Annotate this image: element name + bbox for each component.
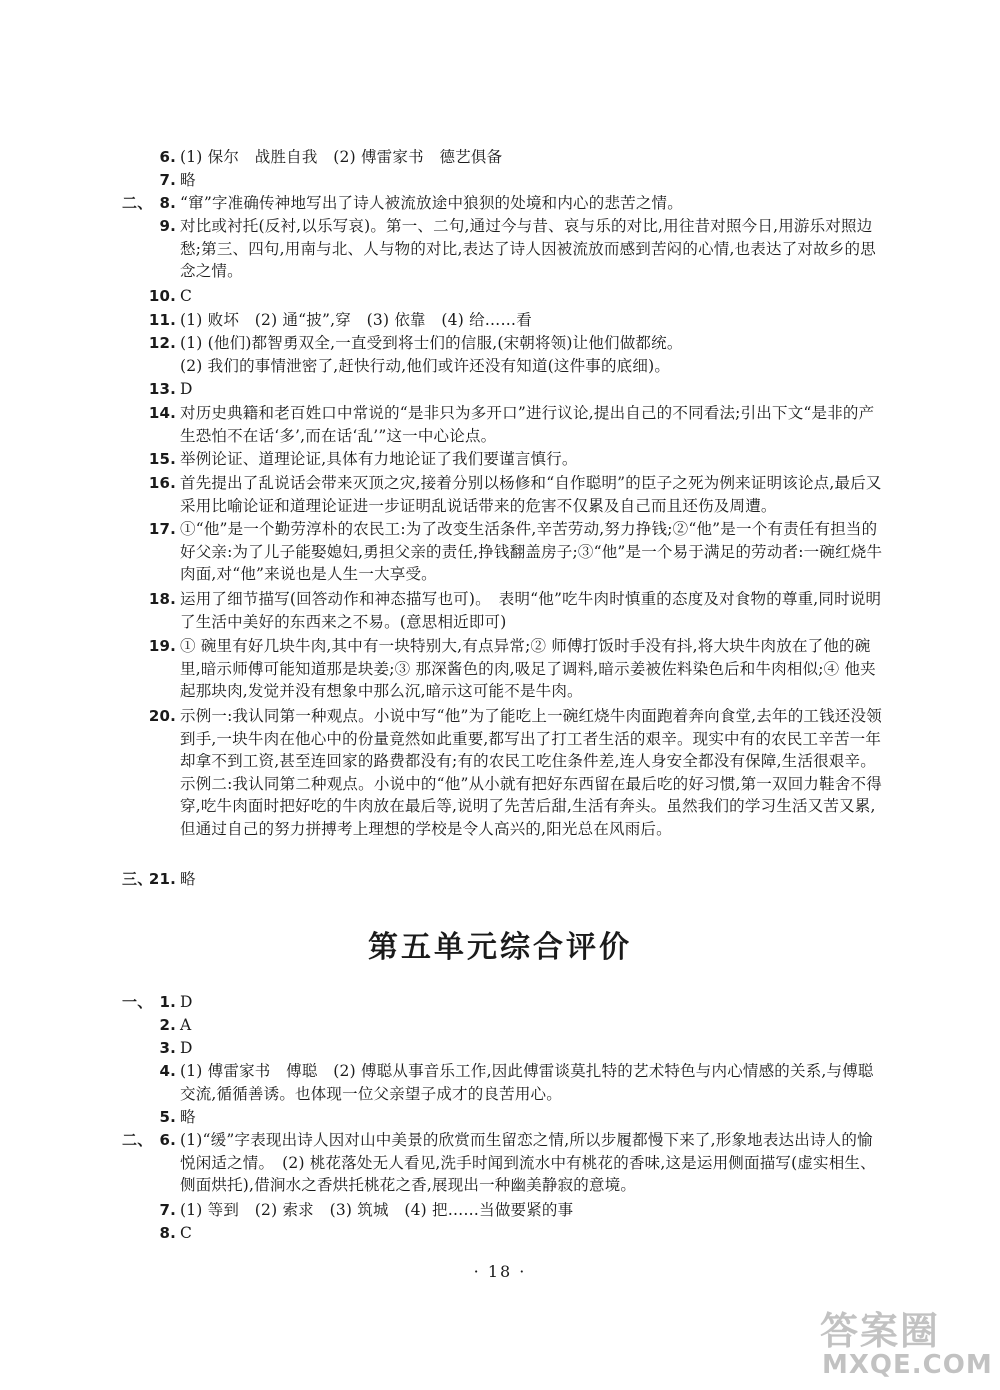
answer-item <box>159 215 886 283</box>
answer-item <box>159 146 886 169</box>
answer-item <box>148 448 886 471</box>
answer-text: (1) 败坏 (2) 通“披”,穿 (3) 依靠 (4) 给……看 <box>180 311 532 329</box>
answer-text: (1) 傅雷家书 傅聪 (2) 傅聪从事音乐工作,因此傅雷谈莫扎特的艺术特色与内心情感的关系,与傅聪交流,循循善诱。也体现一位父亲望子成才的良苦用心。 <box>180 1062 874 1103</box>
answer-text: (1) 等到 (2) 索求 (3) 筑城 (4) 把……当做要紧的事 <box>180 1201 574 1219</box>
item-number: 16. <box>148 474 176 492</box>
item-number: 15. <box>148 450 176 468</box>
answer-item <box>122 192 886 215</box>
answer-item <box>159 1106 886 1129</box>
answer-item <box>148 472 886 517</box>
answer-item <box>122 1129 886 1197</box>
answer-item <box>159 1222 886 1245</box>
answer-text: 对历史典籍和老百姓口中常说的“是非只为多开口”进行议论,提出自己的不同看法;引出下文“是非的产生恐怕不在话‘多’,而在话‘乱’”这一中心论点。 <box>180 404 875 445</box>
answer-item <box>148 309 886 332</box>
watermark-logo <box>812 1300 992 1384</box>
answer-item <box>148 705 886 840</box>
answer-item <box>148 332 886 355</box>
item-number: 11. <box>148 311 176 329</box>
answer-item <box>148 518 886 586</box>
section-marker: 三、 <box>122 870 153 888</box>
item-number: 20. <box>148 707 176 725</box>
item-number: 3. <box>159 1039 176 1057</box>
item-number: 14. <box>148 404 176 422</box>
answer-item <box>122 991 886 1014</box>
answer-text: 示例一:我认同第一种观点。小说中写“他”为了能吃上一碗红烧牛肉面跑着奔向食堂,去年的工钱还没领到手,一块牛肉在他心中的份量竟然如此重要,都写出了打工者生活的艰辛。现实中有的农民工辛苦一年却拿不到工资,甚至连回家的路费都没有;有的农民工吃住条件差,连人身安全都没有保障,生活很艰辛。 示例二:我认同第二种观点。小说中的“他”从小就有把好东西留在最后吃的好习惯,第一双回力鞋舍不得穿,吃牛肉面时把好吃的牛肉放在最后等,说明了先苦后甜,生活有奔头。虽然我们的学习生活又苦又累,但通过自己的努力拼搏考上理想的学校是令人高兴的,阳光总在风雨后。 <box>180 707 884 838</box>
item-number: 17. <box>148 520 176 538</box>
item-number: 7. <box>159 1201 176 1219</box>
section-marker: 二、 <box>122 194 153 212</box>
section-marker: 二、 <box>122 1131 153 1149</box>
item-number: 6. <box>159 148 176 166</box>
watermark-logo-text: 答案圈 <box>820 1309 941 1353</box>
item-number: 6. <box>159 1131 176 1149</box>
answer-text: (2) 我们的事情泄密了,赶快行动,他们或许还没有知道(这件事的底细)。 <box>180 357 671 375</box>
answer-text: 略 <box>180 1108 196 1126</box>
answer-text: 首先提出了乱说话会带来灭顶之灾,接着分别以杨修和“自作聪明”的臣子之死为例来证明该论点,最后又采用比喻论证和道理论证进一步证明乱说话带来的危害不仅累及自己而且还伤及周遭。 <box>180 474 882 515</box>
answer-item <box>148 402 886 447</box>
item-number: 19. <box>148 637 176 655</box>
item-number: 7. <box>159 171 176 189</box>
answer-text: 运用了细节描写(回答动作和神态描写也可)。 表明“他”吃牛肉时慎重的态度及对食物的尊重,同时说明了生活中美好的东西来之不易。(意思相近即可) <box>180 590 882 631</box>
item-number: 8. <box>159 1224 176 1242</box>
answer-text: D <box>180 993 193 1011</box>
answer-item <box>122 868 886 891</box>
answer-text: 略 <box>180 171 196 189</box>
answer-item <box>180 355 886 378</box>
item-number: 2. <box>159 1016 176 1034</box>
answer-text: C <box>180 287 193 305</box>
answer-text: D <box>180 380 193 398</box>
answer-item <box>148 378 886 401</box>
answer-item <box>159 1060 886 1105</box>
item-number: 21. <box>148 870 176 888</box>
answer-text: ①“他”是一个勤劳淳朴的农民工:为了改变生活条件,辛苦劳动,努力挣钱;②“他”是一个有责任有担当的好父亲:为了儿子能娶媳妇,勇担父亲的责任,挣钱翻盖房子;③“他”是一个易于满足的劳动者:一碗红烧牛肉面,对“他”来说也是人生一大享受。 <box>180 520 883 583</box>
item-number: 18. <box>148 590 176 608</box>
answer-text: 略 <box>180 870 196 888</box>
item-number: 13. <box>148 380 176 398</box>
answer-item <box>159 169 886 192</box>
answer-text: D <box>180 1039 193 1057</box>
answer-text: 对比或衬托(反衬,以乐写哀)。第一、二句,通过今与昔、哀与乐的对比,用往昔对照今日,用游乐对照边愁;第三、四句,用南与北、人与物的对比,表达了诗人因被流放而感到苦闷的心情,也表达了对故乡的思念之情。 <box>180 217 876 280</box>
answer-text: “窜”字准确传神地写出了诗人被流放途中狼狈的处境和内心的悲苦之情。 <box>180 194 683 212</box>
answer-text: ① 碗里有好几块牛肉,其中有一块特别大,有点异常;② 师傅打饭时手没有抖,将大块牛肉放在了他的碗里,暗示师傅可能知道那是块姜;③ 那深酱色的肉,吸足了调料,暗示姜被佐料染色后和牛肉相似;④ 他夹起那块肉,发觉并没有想象中那么沉,暗示这可能不是牛肉。 <box>180 637 876 700</box>
answer-item <box>148 588 886 633</box>
watermark-url: MXQE.COM <box>822 1350 993 1380</box>
page-title: 第五单元综合评价 <box>368 930 632 965</box>
answer-item <box>159 1199 886 1222</box>
answer-text: C <box>180 1224 193 1242</box>
answer-text: (1) (他们)都智勇双全,一直受到将士们的信服,(宋朝将领)让他们做都统。 <box>180 334 683 352</box>
answer-item <box>148 635 886 703</box>
item-number: 12. <box>148 334 176 352</box>
item-number: 4. <box>159 1062 176 1080</box>
item-number: 8. <box>159 194 176 212</box>
answer-item <box>148 285 886 308</box>
item-number: 1. <box>159 993 176 1011</box>
answer-text: A <box>180 1016 192 1034</box>
answer-text: (1) 保尔 战胜自我 (2) 傅雷家书 德艺俱备 <box>180 148 503 166</box>
page-number: · 18 · <box>473 1262 527 1281</box>
item-number: 5. <box>159 1108 176 1126</box>
answer-text: 举例论证、道理论证,具体有力地论证了我们要谨言慎行。 <box>180 450 578 468</box>
answer-item <box>159 1014 886 1037</box>
item-number: 9. <box>159 217 176 235</box>
item-number: 10. <box>148 287 176 305</box>
answer-item <box>159 1037 886 1060</box>
answer-text: (1)“缓”字表现出诗人因对山中美景的欣赏而生留恋之情,所以步履都慢下来了,形象地表达出诗人的愉悦闲适之情。 (2) 桃花落处无人看见,洗手时闻到流水中有桃花的香味,这是运用侧面描写(虚实相生、侧面烘托),借涧水之香烘托桃花之香,展现出一种幽美静寂的意境。 <box>180 1131 876 1194</box>
section-marker: 一、 <box>122 993 153 1011</box>
